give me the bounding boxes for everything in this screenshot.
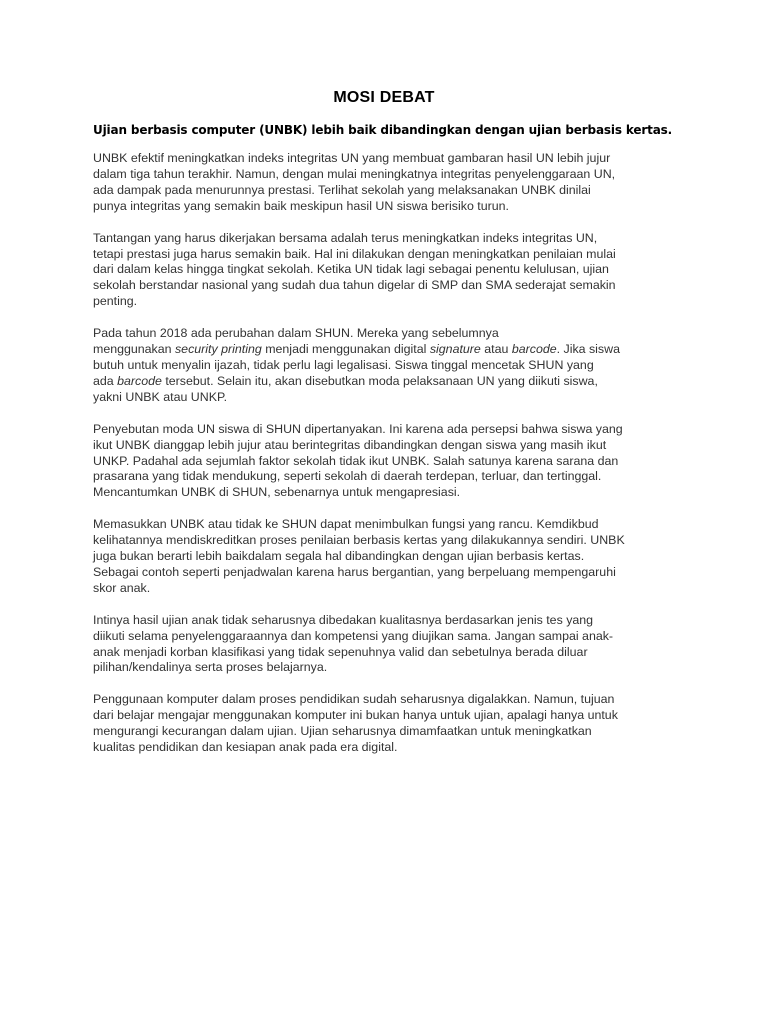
text-run: atau (480, 342, 512, 357)
text-run: menggunakan (93, 342, 175, 357)
italic-term: security printing (174, 342, 262, 357)
document-title: MOSI DEBAT (333, 89, 435, 106)
paragraph-4 (93, 422, 693, 502)
paragraph-5 (93, 517, 693, 597)
text-line: ikut UNBK dianggap lebih jujur atau berintegritas dibandingkan dengan siswa yang masih ikut (93, 437, 607, 452)
paragraph-3 (93, 326, 693, 406)
paragraph-7 (93, 692, 693, 756)
text-line: Penggunaan komputer dalam proses pendidikan sudah seharusnya digalakkan. Namun, tujuan (93, 692, 615, 707)
text-line: Penyebutan moda UN siswa di SHUN dipertanyakan. Ini karena ada persepsi bahwa siswa yang (93, 421, 623, 436)
text-line: Memasukkan UNBK atau tidak ke SHUN dapat menimbulkan fungsi yang rancu. Kemdikbud (93, 517, 599, 532)
text-line: yakni UNBK atau UNKP. (93, 389, 228, 404)
text-run: menjadi menggunakan digital (261, 342, 430, 357)
text-line: kualitas pendidikan dan kesiapan anak pada era digital. (93, 740, 398, 755)
text-line: prasarana yang tidak mendukung, seperti sekolah di daerah terdepan, terluar, dan tertinggal. (93, 469, 602, 484)
paragraph-6 (93, 613, 693, 677)
text-line: penting. (93, 294, 138, 309)
text-line: skor anak. (93, 580, 151, 595)
text-line: UNBK efektif meningkatkan indeks integritas UN yang membuat gambaran hasil UN lebih jujur (93, 151, 611, 165)
text-line: Sebagai contoh seperti penjadwalan karena harus bergantian, yang berpeluang mempengaruhi (93, 564, 616, 579)
text-line: Mencantumkan UNBK di SHUN, sebenarnya untuk mengapresiasi. (93, 485, 461, 500)
text-run: . Jika siswa (556, 342, 620, 357)
text-line: dari dalam kelas hingga tingkat sekolah. Ketika UN tidak lagi sebagai penentu kelulusan, ujian (93, 262, 609, 277)
italic-term: signature (429, 342, 481, 357)
text-line: punya integritas yang semakin baik meskipun hasil UN siswa berisiko turun. (93, 198, 509, 213)
text-line: diikuti selama penyelenggaraannya dan kompetensi yang diujikan sama. Jangan sampai anak- (93, 628, 614, 643)
text-line: pilihan/kendalinya serta proses belajarnya. (93, 660, 328, 675)
paragraph-2 (93, 231, 693, 311)
text-line (93, 374, 693, 390)
text-line: butuh untuk menyalin ijazah, tidak perlu lagi legalisasi. Siswa tinggal mencetak SHUN yang (93, 357, 594, 372)
italic-term: barcode (117, 373, 162, 388)
text-line: mengurangi kecurangan dalam ujian. Ujian seharusnya dimamfaatkan untuk meningkatkan (93, 724, 592, 739)
motion-statement: Ujian berbasis computer (UNBK) lebih baik dibandingkan dengan ujian berbasis kertas. (93, 123, 673, 137)
document-body (93, 151, 693, 772)
text-line: Pada tahun 2018 ada perubahan dalam SHUN. Mereka yang sebelumnya (93, 326, 499, 341)
text-line: sekolah berstandar nasional yang sudah dua tahun digelar di SMP dan SMA sederajat semakin (93, 278, 616, 293)
text-line: ada dampak pada menurunnya prestasi. Terlihat sekolah yang melaksanakan UNBK dinilai (93, 182, 591, 197)
text-run: ada (93, 373, 118, 388)
text-line: anak menjadi korban klasifikasi yang tidak sepenuhnya valid dan sebetulnya berada diluar (93, 644, 588, 659)
text-line: tetapi prestasi juga harus semakin baik. Hal ini dilakukan dengan meningkatkan penilaian mulai (93, 246, 616, 261)
text-line: dalam tiga tahun terakhir. Namun, dengan mulai meningkatnya integritas penyelenggaraan UN, (93, 166, 616, 181)
text-line: juga bukan berarti lebih baikdalam segala hal dibandingkan dengan ujian berbasis kertas. (93, 549, 585, 564)
text-line (93, 342, 693, 358)
text-line: dari belajar mengajar menggunakan komputer ini bukan hanya untuk ujian, apalagi hanya untuk (93, 708, 618, 723)
text-line: Intinya hasil ujian anak tidak seharusnya dibedakan kualitasnya berdasarkan jenis tes yang (93, 612, 594, 627)
text-line: Tantangan yang harus dikerjakan bersama adalah terus meningkatkan indeks integritas UN, (93, 230, 598, 245)
text-run: tersebut. Selain itu, akan disebutkan moda pelaksanaan UN yang diikuti siswa, (161, 373, 598, 388)
paragraph-1 (93, 151, 693, 215)
text-line: UNKP. Padahal ada sejumlah faktor sekolah tidak ikut UNBK. Salah satunya karena sarana dan (93, 453, 619, 468)
italic-term: barcode (511, 342, 557, 357)
text-line: kelihatannya mendiskreditkan proses penilaian berbasis kertas yang dilakukannya sendiri. UNBK (93, 533, 625, 548)
